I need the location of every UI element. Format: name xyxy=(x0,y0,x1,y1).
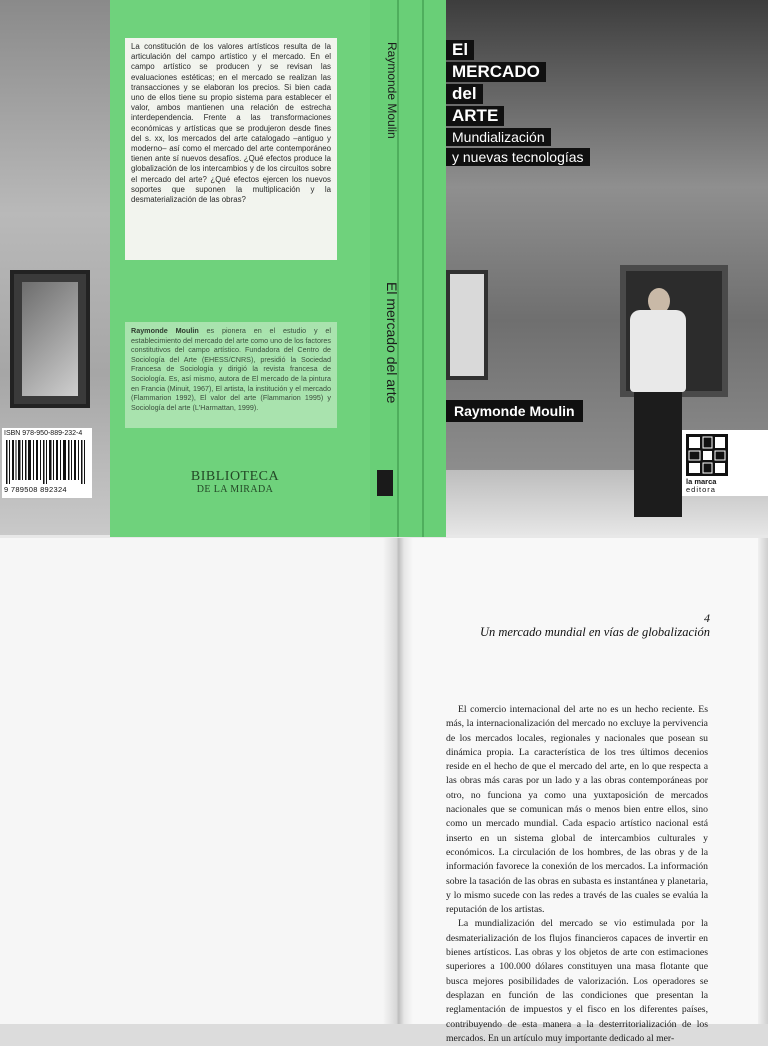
spine-publisher-logo xyxy=(377,470,393,496)
spine-author-text: Raymonde Moulin xyxy=(385,42,399,139)
back-cover-blurb-box xyxy=(125,38,337,260)
body-paragraph-1: El comercio internacional del arte no es un hecho reciente. Es más, la internacionalización del mercado no excluye la pervivencia de los mercados locales, regionales y nacionales que posean su dinámica propia. La característica de los tres últimos decenios reside en el hecho de que el mercado del arte, en lo que respecta a las obras más caras por un lado y a las obras contemporáneas por otro, no funciona ya como una yuxtaposición de mercados nacionales que se comunican más o menos bien entre ellos, sino como un mercado mundial. Cada espacio artístico nacional está inserto en un sistema global de intercambios culturales y económicos. La circulación de los hombres, de las obras y de la información favorece la conexión de los mercados. La información sobre la tasación de las obras en subasta es instantánea y planetaria, y lo mismo sucede con las redes a través de las cuales se evalúa la reputación de los artistas. xyxy=(446,704,709,916)
body-paragraph-2: La mundialización del mercado se vio estimulada por la desmaterialización de los flujos financieros capaces de invertir en bienes artísticos. Las obras y los objetos de arte con estimaciones superiores a 100.000 dólares constituyen una masa flotante que busca mejores posibilidades de valorización. Los operadores se desplazan en función de las condiciones que presentan la reglamentación de impuestos y el fisco en los diferentes países, contribuyendo de esta manera a la desterritorialización de los mercados. En un artículo muy importante dedicado al mer- xyxy=(446,918,708,1044)
cover-title-line3: del xyxy=(446,84,483,104)
cover-subtitle-line2: y nuevas tecnologías xyxy=(446,148,590,166)
series-name-line2: DE LA MIRADA xyxy=(196,484,274,495)
chapter-number: 4 xyxy=(704,611,710,625)
publisher-logo xyxy=(682,430,768,496)
gallery-painting-left xyxy=(446,270,488,380)
author-bio-text: es pionera en el estudio y el establecimiento del mercado del arte como uno de los factores constitutivos del campo artístico. Fundadora del Centro de Sociología del Arte (EHESS/CNRS), presidió la Sociedad Francesa de Sociología y dirigió la revista francesa de Sociología. Es, así mismo, autora de El mercado de la pintura en Francia (Minuit, 1967), El artista, la institución y el mercado (Flammarion 1992), El valor del arte (Flammarion 1995) y Sociología del arte (L'Harmattan, 1999). xyxy=(131,326,331,412)
cover-title-line1: El xyxy=(446,40,474,60)
barcode-number: 9 789508 892324 xyxy=(4,485,67,494)
publisher-name xyxy=(686,478,716,494)
spine-author xyxy=(374,40,399,150)
page-body-text xyxy=(446,703,708,1046)
page-edge xyxy=(758,538,768,1024)
cover-author: Raymonde Moulin xyxy=(446,400,583,422)
author-bio-box xyxy=(125,322,337,428)
spine-title-text: El mercado del arte xyxy=(384,282,400,404)
cover-title-line2: MERCADO xyxy=(446,62,546,82)
publisher-logo-icon xyxy=(686,434,728,476)
blank-left-page xyxy=(0,538,400,1024)
barcode xyxy=(2,428,92,498)
spine-title xyxy=(370,280,400,430)
chapter-title: Un mercado mundial en vías de globalización xyxy=(479,625,710,639)
gallery-visitor-figure xyxy=(612,288,688,528)
book-gutter xyxy=(383,538,413,1024)
cover-title xyxy=(446,40,590,168)
series-name-line1: BIBLIOTECA xyxy=(190,469,280,484)
publisher-name-line2: editora xyxy=(686,485,716,494)
publisher-name-line1: la marca xyxy=(686,477,717,486)
series-name xyxy=(150,470,320,496)
cover-title-line4: ARTE xyxy=(446,106,504,126)
isbn-text: ISBN 978-950-889-232-4 xyxy=(4,430,83,437)
barcode-icon xyxy=(6,440,88,484)
author-bio xyxy=(131,326,331,412)
author-bio-name: Raymonde Moulin xyxy=(131,326,199,335)
cover-subtitle-line1: Mundialización xyxy=(446,128,551,146)
back-cover-blurb: La constitución de los valores artísticos resulta de la articulación del campo artístico y el mercado. En el campo artístico se producen y se revisan las evaluaciones estéticas; en el mercado se realizan las transacciones y se elaboran los precios. Si bien cada uno de ellos tiene su propio sistema para establecer el valor, ambos mantienen una relación de estrecha interdependencia. Frente a las transformaciones económicas y artísticas que se produjeron desde fines del s. xx, los mercados del arte catalogado –antiguo y moderno– así como el mercado del arte contemporáneo tienen ante sí nuevos desafíos. ¿Qué efectos produce la globalización de los intercambios y de los circuitos sobre el mercado del arte? ¿Qué efectos ejercen los nuevos soportes que suponen la multiplicación y la desmaterialización de las obras? xyxy=(131,42,331,205)
